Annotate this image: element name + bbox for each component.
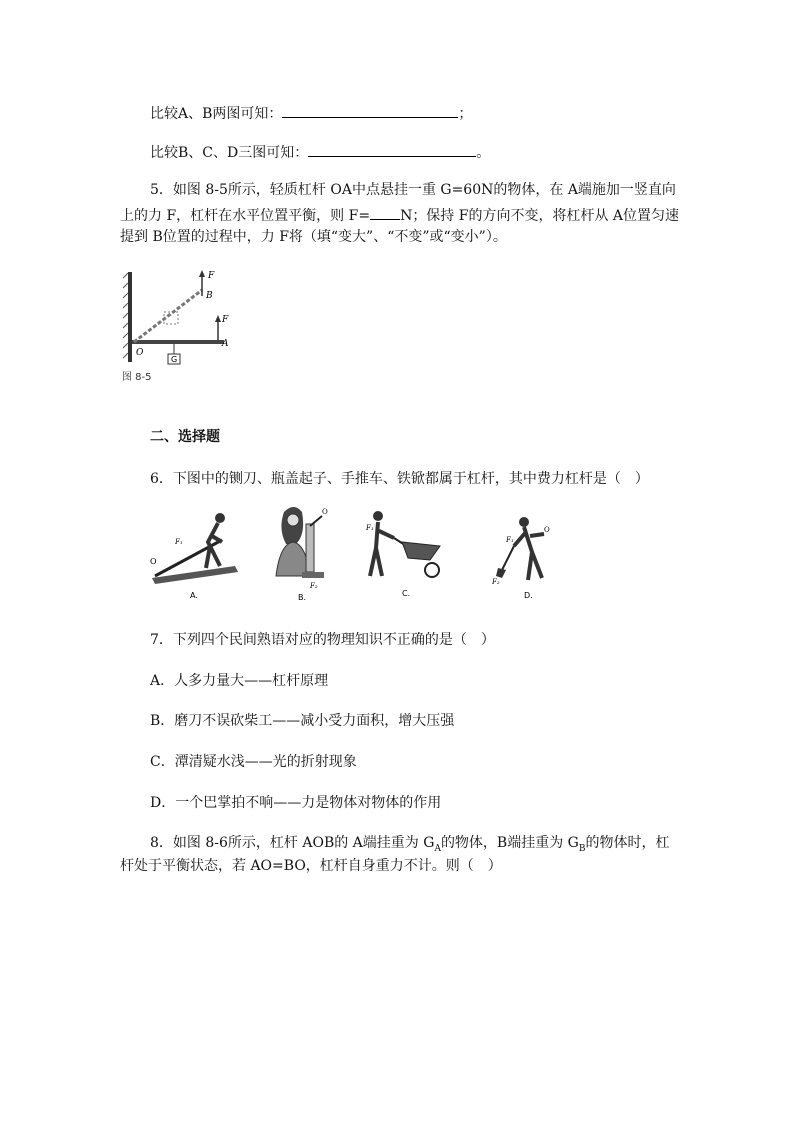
section-2-title: 二、选择题	[150, 429, 220, 445]
q7-option-d[interactable]: D．一个巴掌拍不响——力是物体对物体的作用	[150, 795, 442, 811]
person-body-d	[514, 527, 544, 580]
woman-face	[287, 514, 299, 526]
lever-inclined	[134, 290, 202, 342]
label-F-right: F	[222, 315, 229, 325]
figure-caption: 图 8-5	[122, 372, 152, 383]
lever-horizontal	[132, 340, 224, 344]
q4-answer-blank-1[interactable]	[282, 102, 458, 118]
q7-option-c[interactable]: C．潭清疑水浅——光的折射现象	[150, 754, 357, 770]
wall-hatching	[123, 273, 128, 358]
wheelbarrow-wheel	[425, 563, 439, 577]
label-B: B	[206, 291, 213, 301]
q8-sub-b: B	[578, 843, 586, 854]
wheelbarrow-bin	[402, 542, 440, 560]
q4-line-2	[150, 141, 490, 163]
q4-line-2-suffix: 。	[476, 145, 491, 161]
q7-option-a[interactable]: A．人多力量大——杠杆原理	[150, 673, 329, 689]
q6a-label-f: F₁	[175, 538, 183, 546]
table	[302, 572, 324, 578]
wall	[128, 272, 132, 362]
arrowhead-a	[215, 315, 221, 322]
q5-line-2-b: N；保持 F的方向不变，将杠杆从 A位置匀速	[400, 208, 680, 224]
cutter-base	[152, 566, 238, 584]
q5-line-3: 提到 B位置的过程中，力 F将（填“变大”、“不变”或“变小”）。	[120, 229, 507, 245]
q6c-label-f: F₁	[366, 524, 374, 532]
q7-option-b[interactable]: B．磨刀不误砍柴工——减小受力面积，增大压强	[150, 713, 455, 729]
q6-figure-d	[492, 512, 562, 604]
q8-line-1-b: 的物体，B端挂重为 G	[440, 835, 579, 851]
opener	[310, 516, 322, 526]
dashed-weight	[164, 312, 178, 324]
q6-figure-c	[364, 508, 449, 604]
q6b-label-f: F₂	[310, 582, 318, 590]
q8-sub-a: A	[434, 843, 441, 854]
option-b-label: B.	[298, 593, 307, 602]
q4-answer-blank-2[interactable]	[308, 141, 476, 157]
q4-line-1-suffix: ；	[458, 106, 473, 122]
q5-line-2-a: 上的力 F，杠杆在水平位置平衡，则 F=	[120, 208, 371, 224]
option-a-label: A.	[190, 591, 198, 600]
person-head-a	[215, 513, 225, 523]
q6d-label-o: O	[544, 526, 550, 534]
q7-text: 7．下列四个民间熟语对应的物理知识不正确的是（ ）	[150, 632, 495, 648]
woman-body	[276, 542, 310, 576]
q8-line-1-a: 8．如图 8-6所示，杠杆 AOB的 A端挂重为 G	[150, 835, 435, 851]
q8-line-2: 杆处于平衡状态，若 AO=BO，杠杆自身重力不计。则（ ）	[120, 858, 502, 874]
label-O: O	[136, 348, 144, 358]
q6a-label-o: O	[150, 557, 157, 566]
q4-line-2-text: 比较B、C、D三图可知：	[150, 145, 309, 161]
q6-text: 6．下图中的铡刀、瓶盖起子、手推车、铁锨都属于杠杆，其中费力杠杆是（ ）	[150, 471, 649, 487]
person-head-c	[373, 511, 383, 521]
arrowhead-b	[199, 270, 205, 277]
q6d-label-f2: F₂	[492, 578, 500, 586]
shovel-handle	[502, 546, 514, 570]
q5-line-2	[120, 204, 679, 226]
label-A: A	[222, 339, 229, 349]
q6b-label-o: O	[322, 508, 328, 516]
person-head-d	[519, 517, 529, 527]
option-c-label: C.	[402, 589, 411, 598]
q5-line-1: 5．如图 8-5所示，轻质杠杆 OA中点悬挂一重 G=60N的物体，在 A端施加一竖直向	[150, 182, 676, 198]
q5-answer-blank[interactable]	[370, 204, 400, 220]
q6-figure-b	[266, 504, 336, 604]
q6-figure-a	[150, 506, 245, 606]
option-d-label: D.	[524, 591, 533, 600]
q6d-label-f: F₁	[506, 536, 514, 544]
q8-line-1	[150, 833, 669, 859]
shovel-blade	[496, 568, 506, 578]
q8-line-1-c: 的物体时，杠	[585, 835, 670, 851]
q4-line-1-text: 比较A、B两图可知：	[150, 106, 283, 122]
label-G: G	[171, 355, 178, 364]
bottle	[306, 524, 314, 572]
label-F-top: F	[208, 271, 215, 281]
figure-8-5	[118, 268, 238, 388]
q4-line-1	[150, 102, 472, 124]
